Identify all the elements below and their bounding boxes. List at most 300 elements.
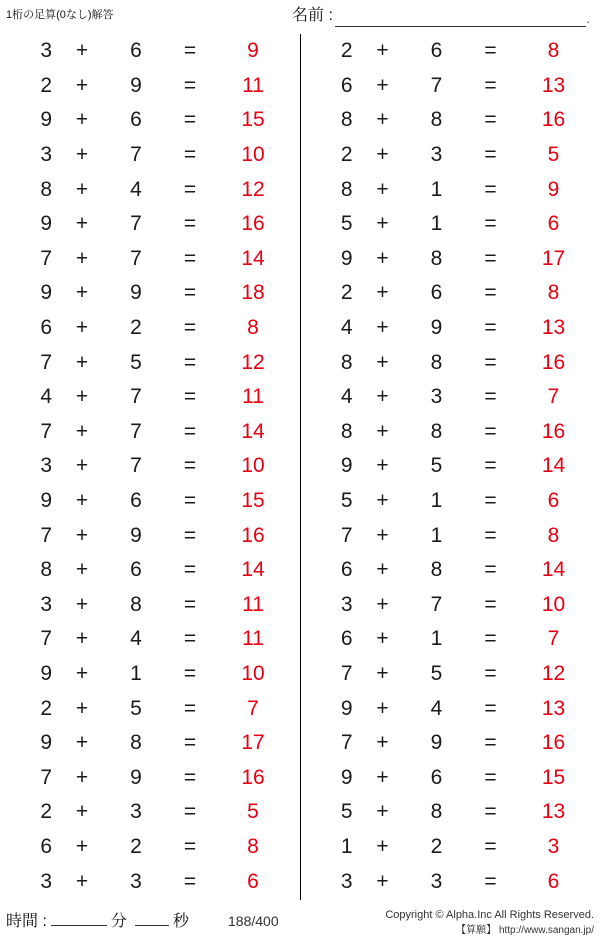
operand-first: 9 <box>40 108 52 132</box>
problem-row <box>0 311 300 346</box>
equals-icon: = <box>183 39 197 63</box>
problem-row <box>0 207 300 242</box>
operand-second: 8 <box>130 731 142 755</box>
plus-icon: + <box>75 143 89 167</box>
operand-first: 8 <box>40 558 52 582</box>
operand-second: 6 <box>430 39 443 63</box>
operand-first: 9 <box>340 246 353 270</box>
operand-first: 2 <box>340 143 353 167</box>
operand-second: 8 <box>430 558 443 582</box>
equals-icon: = <box>484 661 497 685</box>
operand-first: 6 <box>40 834 52 858</box>
operand-first: 9 <box>40 731 52 755</box>
plus-icon: + <box>376 385 389 409</box>
answer-value: 8 <box>247 316 259 340</box>
operand-second: 3 <box>430 869 443 893</box>
problem-row <box>301 103 600 138</box>
operand-second: 8 <box>430 350 443 374</box>
answer-value: 6 <box>547 212 560 236</box>
name-input-line[interactable] <box>335 5 586 27</box>
seconds-input-line[interactable] <box>135 908 169 926</box>
equals-icon: = <box>183 489 197 513</box>
equals-icon: = <box>484 385 497 409</box>
answer-value: 14 <box>541 558 566 582</box>
operand-first: 6 <box>340 627 353 651</box>
problem-row <box>301 138 600 173</box>
operand-second: 3 <box>130 869 142 893</box>
operand-first: 3 <box>40 39 52 63</box>
operand-second: 9 <box>130 765 142 789</box>
operand-second: 1 <box>430 523 443 547</box>
operand-second: 4 <box>130 627 142 651</box>
operand-second: 1 <box>430 627 443 651</box>
minutes-unit-label: 分 <box>110 913 127 930</box>
operand-second: 1 <box>430 177 443 201</box>
answer-value: 16 <box>241 765 265 789</box>
plus-icon: + <box>376 800 389 824</box>
problem-row <box>301 484 600 519</box>
equals-icon: = <box>183 212 197 236</box>
equals-icon: = <box>484 350 497 374</box>
operand-first: 2 <box>340 39 353 63</box>
answer-value: 9 <box>547 177 560 201</box>
time-label: 時間 : <box>6 913 47 930</box>
operand-first: 9 <box>40 661 52 685</box>
site-badge: 【算願】 <box>456 925 497 936</box>
operand-second: 7 <box>130 212 142 236</box>
problem-row <box>0 242 300 277</box>
problem-row <box>301 242 600 277</box>
answer-value: 18 <box>241 281 265 305</box>
answer-value: 14 <box>241 246 265 270</box>
problem-row <box>0 34 300 69</box>
plus-icon: + <box>376 419 389 443</box>
problem-row <box>301 345 600 380</box>
answer-value: 15 <box>241 108 265 132</box>
operand-second: 2 <box>130 316 142 340</box>
operand-second: 7 <box>130 385 142 409</box>
operand-first: 9 <box>40 281 52 305</box>
minutes-input-line[interactable] <box>51 908 107 926</box>
equals-icon: = <box>484 108 497 132</box>
equals-icon: = <box>484 73 497 97</box>
operand-second: 9 <box>130 281 142 305</box>
operand-second: 8 <box>430 108 443 132</box>
plus-icon: + <box>376 731 389 755</box>
answer-value: 7 <box>547 385 560 409</box>
problem-row <box>301 691 600 726</box>
time-record-group <box>6 908 193 931</box>
answer-value: 13 <box>541 800 566 824</box>
operand-first: 9 <box>40 489 52 513</box>
operand-first: 7 <box>340 731 353 755</box>
operand-second: 3 <box>430 143 443 167</box>
answer-value: 12 <box>541 661 566 685</box>
name-label: 名前 : <box>292 7 333 24</box>
plus-icon: + <box>376 558 389 582</box>
seconds-unit-label: 秒 <box>172 913 189 930</box>
operand-first: 3 <box>40 869 52 893</box>
page-number: 188/400 <box>228 913 279 929</box>
operand-first: 5 <box>340 212 353 236</box>
plus-icon: + <box>376 316 389 340</box>
equals-icon: = <box>484 592 497 616</box>
plus-icon: + <box>75 39 89 63</box>
operand-second: 1 <box>430 212 443 236</box>
problem-row <box>301 760 600 795</box>
plus-icon: + <box>75 765 89 789</box>
equals-icon: = <box>183 627 197 651</box>
operand-first: 5 <box>340 489 353 513</box>
operand-second: 3 <box>430 385 443 409</box>
plus-icon: + <box>75 800 89 824</box>
operand-second: 6 <box>430 281 443 305</box>
operand-second: 7 <box>430 592 443 616</box>
operand-first: 5 <box>340 800 353 824</box>
equals-icon: = <box>183 765 197 789</box>
equals-icon: = <box>484 765 497 789</box>
equals-icon: = <box>183 592 197 616</box>
problem-row <box>0 760 300 795</box>
answer-value: 12 <box>241 177 265 201</box>
problem-row <box>0 691 300 726</box>
plus-icon: + <box>376 489 389 513</box>
operand-first: 2 <box>340 281 353 305</box>
problem-row <box>0 103 300 138</box>
operand-first: 2 <box>40 800 52 824</box>
equals-icon: = <box>484 489 497 513</box>
problem-row <box>301 311 600 346</box>
operand-second: 9 <box>130 73 142 97</box>
operand-first: 6 <box>340 73 353 97</box>
operand-second: 6 <box>130 489 142 513</box>
problem-row <box>0 518 300 553</box>
operand-first: 7 <box>40 350 52 374</box>
plus-icon: + <box>75 592 89 616</box>
equals-icon: = <box>484 177 497 201</box>
plus-icon: + <box>75 558 89 582</box>
answer-value: 6 <box>247 869 259 893</box>
problem-row <box>301 449 600 484</box>
operand-second: 5 <box>430 454 443 478</box>
operand-first: 8 <box>340 177 353 201</box>
equals-icon: = <box>183 316 197 340</box>
operand-second: 8 <box>130 592 142 616</box>
operand-first: 7 <box>40 246 52 270</box>
equals-icon: = <box>183 143 197 167</box>
plus-icon: + <box>75 212 89 236</box>
answer-value: 16 <box>241 212 265 236</box>
operand-second: 1 <box>130 661 142 685</box>
plus-icon: + <box>376 661 389 685</box>
operand-first: 9 <box>40 212 52 236</box>
operand-first: 4 <box>340 316 353 340</box>
plus-icon: + <box>376 765 389 789</box>
equals-icon: = <box>183 731 197 755</box>
plus-icon: + <box>75 523 89 547</box>
operand-first: 4 <box>340 385 353 409</box>
equals-icon: = <box>183 800 197 824</box>
equals-icon: = <box>183 385 197 409</box>
equals-icon: = <box>484 558 497 582</box>
answer-value: 11 <box>242 627 264 651</box>
problem-row <box>0 830 300 865</box>
operand-second: 5 <box>130 350 142 374</box>
equals-icon: = <box>484 39 497 63</box>
problem-row <box>301 795 600 830</box>
equals-icon: = <box>183 419 197 443</box>
operand-first: 4 <box>40 385 52 409</box>
answer-value: 10 <box>241 143 265 167</box>
operand-first: 2 <box>40 696 52 720</box>
equals-icon: = <box>183 246 197 270</box>
problem-row <box>301 622 600 657</box>
plus-icon: + <box>376 246 389 270</box>
equals-icon: = <box>183 281 197 305</box>
answer-value: 5 <box>247 800 259 824</box>
problem-row <box>0 795 300 830</box>
operand-second: 5 <box>430 661 443 685</box>
equals-icon: = <box>484 454 497 478</box>
operand-second: 9 <box>430 316 443 340</box>
equals-icon: = <box>183 869 197 893</box>
plus-icon: + <box>75 385 89 409</box>
plus-icon: + <box>75 869 89 893</box>
plus-icon: + <box>376 281 389 305</box>
operand-second: 7 <box>430 73 443 97</box>
answer-value: 11 <box>242 73 264 97</box>
operand-first: 3 <box>40 143 52 167</box>
site-url[interactable]: http://www.sangan.jp/ <box>498 925 594 936</box>
equals-icon: = <box>484 869 497 893</box>
operand-second: 4 <box>430 696 443 720</box>
plus-icon: + <box>75 454 89 478</box>
plus-icon: + <box>75 627 89 651</box>
equals-icon: = <box>183 558 197 582</box>
problem-row <box>301 34 600 69</box>
answer-value: 17 <box>541 246 566 270</box>
operand-second: 8 <box>430 800 443 824</box>
operand-first: 9 <box>340 765 353 789</box>
answer-value: 11 <box>242 385 264 409</box>
answer-value: 16 <box>541 108 566 132</box>
plus-icon: + <box>75 661 89 685</box>
equals-icon: = <box>183 108 197 132</box>
plus-icon: + <box>376 177 389 201</box>
plus-icon: + <box>75 834 89 858</box>
operand-second: 1 <box>430 489 443 513</box>
plus-icon: + <box>376 696 389 720</box>
operand-first: 6 <box>40 316 52 340</box>
plus-icon: + <box>376 869 389 893</box>
operand-second: 2 <box>430 834 443 858</box>
plus-icon: + <box>376 592 389 616</box>
equals-icon: = <box>484 731 497 755</box>
problem-row <box>301 830 600 865</box>
plus-icon: + <box>376 73 389 97</box>
page-header <box>0 0 600 32</box>
operand-second: 4 <box>130 177 142 201</box>
operand-first: 1 <box>340 834 353 858</box>
operand-second: 9 <box>130 523 142 547</box>
answer-value: 5 <box>547 143 560 167</box>
problem-row <box>301 415 600 450</box>
answer-value: 14 <box>241 558 265 582</box>
operand-first: 6 <box>340 558 353 582</box>
name-end-dot: . <box>586 11 590 26</box>
plus-icon: + <box>376 108 389 132</box>
operand-first: 9 <box>340 454 353 478</box>
equals-icon: = <box>183 661 197 685</box>
operand-second: 7 <box>130 419 142 443</box>
operand-first: 8 <box>340 108 353 132</box>
problem-row <box>301 172 600 207</box>
left-column <box>0 34 301 900</box>
answer-value: 11 <box>242 592 264 616</box>
plus-icon: + <box>75 177 89 201</box>
equals-icon: = <box>484 800 497 824</box>
equals-icon: = <box>484 281 497 305</box>
answer-value: 13 <box>541 73 566 97</box>
problem-row <box>0 276 300 311</box>
problem-row <box>0 622 300 657</box>
problem-row <box>301 726 600 761</box>
answer-value: 10 <box>541 592 566 616</box>
equals-icon: = <box>183 177 197 201</box>
problem-row <box>301 380 600 415</box>
answer-value: 6 <box>547 869 560 893</box>
answer-value: 7 <box>247 696 259 720</box>
problem-row <box>0 484 300 519</box>
operand-first: 2 <box>40 73 52 97</box>
plus-icon: + <box>75 731 89 755</box>
operand-second: 7 <box>130 454 142 478</box>
equals-icon: = <box>484 316 497 340</box>
equals-icon: = <box>183 454 197 478</box>
problem-row <box>301 588 600 623</box>
answer-value: 8 <box>547 523 560 547</box>
page-footer <box>0 899 600 945</box>
operand-first: 7 <box>340 661 353 685</box>
plus-icon: + <box>75 73 89 97</box>
plus-icon: + <box>376 39 389 63</box>
answer-value: 16 <box>541 731 566 755</box>
problem-row <box>0 588 300 623</box>
equals-icon: = <box>484 143 497 167</box>
operand-first: 7 <box>40 523 52 547</box>
equals-icon: = <box>484 834 497 858</box>
operand-second: 7 <box>130 246 142 270</box>
problem-row <box>301 553 600 588</box>
answer-value: 10 <box>241 661 265 685</box>
problem-row <box>0 415 300 450</box>
answer-value: 16 <box>241 523 265 547</box>
operand-first: 7 <box>40 419 52 443</box>
problem-row <box>0 380 300 415</box>
name-field-group <box>292 2 592 27</box>
operand-first: 7 <box>340 523 353 547</box>
right-column <box>301 34 600 900</box>
operand-first: 8 <box>40 177 52 201</box>
equals-icon: = <box>484 419 497 443</box>
plus-icon: + <box>376 143 389 167</box>
problem-row <box>301 657 600 692</box>
answer-value: 10 <box>241 454 265 478</box>
answer-value: 8 <box>547 39 560 63</box>
operand-first: 8 <box>340 350 353 374</box>
operand-first: 3 <box>40 592 52 616</box>
operand-first: 9 <box>340 696 353 720</box>
operand-second: 6 <box>130 39 142 63</box>
plus-icon: + <box>75 246 89 270</box>
plus-icon: + <box>376 454 389 478</box>
operand-first: 7 <box>40 765 52 789</box>
answer-value: 16 <box>541 350 566 374</box>
answer-value: 9 <box>247 39 259 63</box>
answer-value: 12 <box>241 350 265 374</box>
operand-second: 6 <box>130 108 142 132</box>
equals-icon: = <box>484 212 497 236</box>
answer-value: 15 <box>541 765 566 789</box>
operand-second: 2 <box>130 834 142 858</box>
operand-first: 7 <box>40 627 52 651</box>
operand-second: 5 <box>130 696 142 720</box>
operand-second: 9 <box>430 731 443 755</box>
answer-value: 15 <box>241 489 265 513</box>
problem-columns <box>0 34 600 900</box>
answer-value: 13 <box>541 696 566 720</box>
equals-icon: = <box>484 627 497 651</box>
answer-value: 3 <box>547 834 560 858</box>
equals-icon: = <box>484 246 497 270</box>
plus-icon: + <box>75 489 89 513</box>
answer-value: 17 <box>241 731 265 755</box>
problem-row <box>0 657 300 692</box>
problem-row <box>0 172 300 207</box>
problem-row <box>0 138 300 173</box>
operand-second: 7 <box>130 143 142 167</box>
worksheet-title: 1桁の足算(0なし)解答 <box>6 9 114 21</box>
equals-icon: = <box>183 834 197 858</box>
answer-value: 8 <box>547 281 560 305</box>
copyright-text: Copyright © Alpha.Inc All Rights Reserved. <box>385 909 594 921</box>
problem-row <box>0 449 300 484</box>
answer-value: 6 <box>547 489 560 513</box>
operand-second: 6 <box>430 765 443 789</box>
operand-second: 3 <box>130 800 142 824</box>
plus-icon: + <box>75 350 89 374</box>
problem-row <box>0 726 300 761</box>
operand-first: 8 <box>340 419 353 443</box>
plus-icon: + <box>376 523 389 547</box>
equals-icon: = <box>183 73 197 97</box>
problem-row <box>0 553 300 588</box>
equals-icon: = <box>183 350 197 374</box>
plus-icon: + <box>376 350 389 374</box>
problem-row <box>0 69 300 104</box>
problem-row <box>301 69 600 104</box>
site-info <box>456 921 594 936</box>
operand-first: 3 <box>40 454 52 478</box>
operand-second: 6 <box>130 558 142 582</box>
plus-icon: + <box>376 212 389 236</box>
operand-second: 8 <box>430 246 443 270</box>
plus-icon: + <box>376 834 389 858</box>
answer-value: 16 <box>541 419 566 443</box>
equals-icon: = <box>183 696 197 720</box>
answer-value: 14 <box>241 419 265 443</box>
problem-row <box>301 864 600 899</box>
